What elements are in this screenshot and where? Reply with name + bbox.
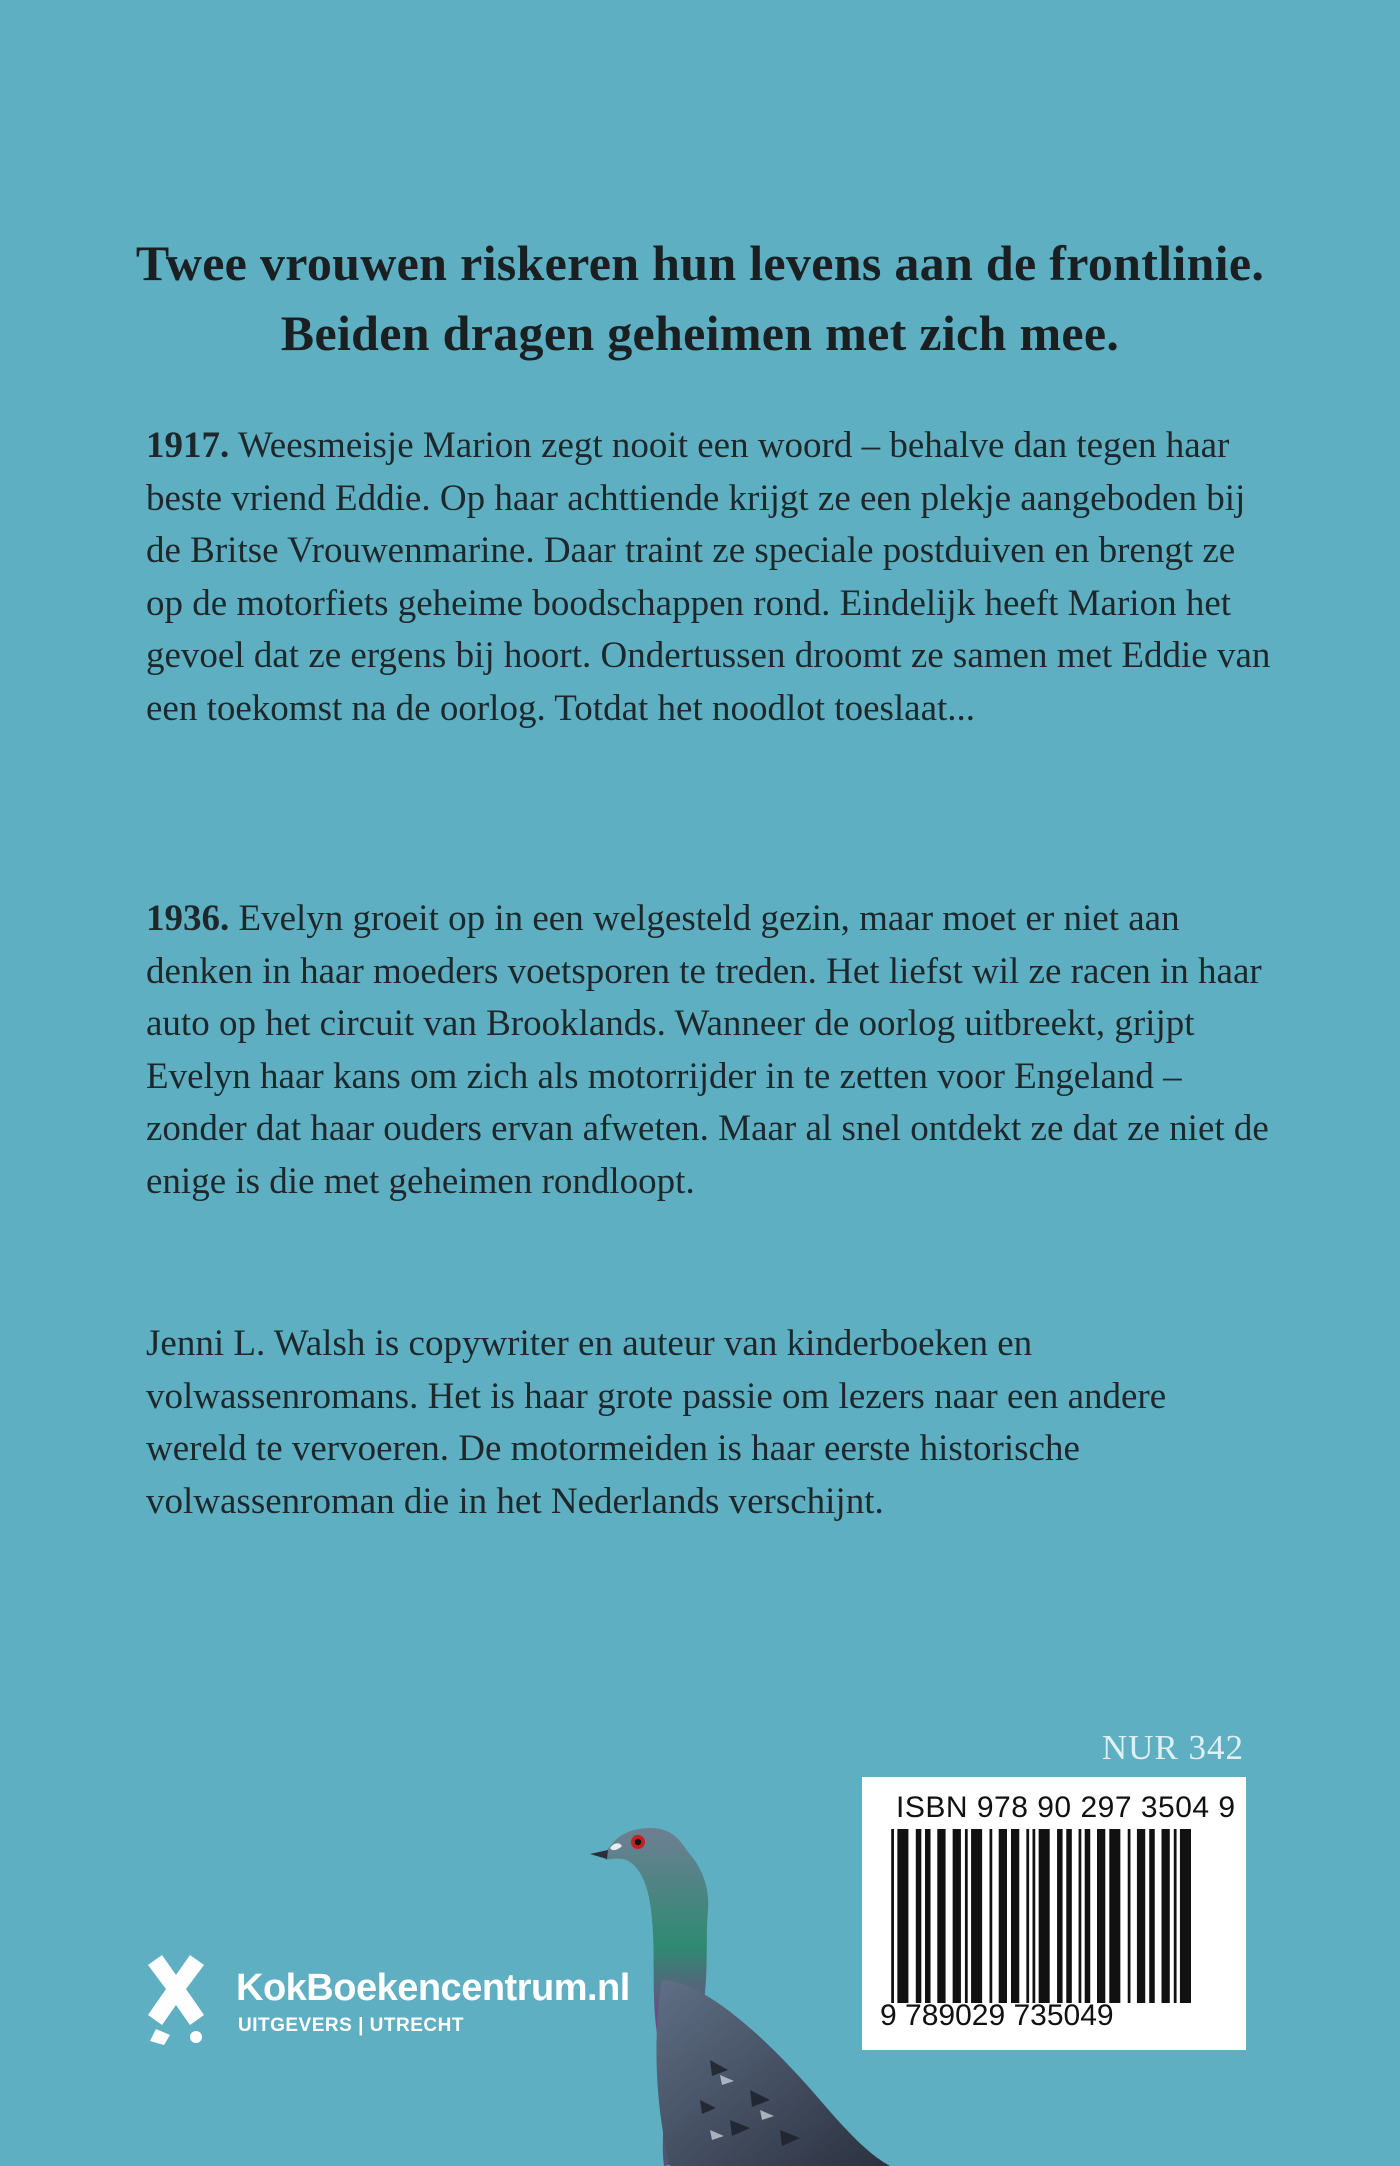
barcode xyxy=(862,1777,1246,2050)
barcode-bar xyxy=(916,1829,922,2003)
author-bio: Jenni L. Walsh is copywriter en auteur van kinderboeken en volwassenromans. Het is haar grote passie om lezers naar een andere wereld te vervoeren. De motormeiden is haar eerste historische volwassenroman die in het Nederlands verschijnt. xyxy=(146,1323,1167,1522)
barcode-bar xyxy=(1180,1829,1191,2003)
barcode-bar xyxy=(925,1829,931,2003)
kokboekencentrum-logo-icon xyxy=(142,1945,208,2045)
publisher-subtitle: UITGEVERS | UTRECHT xyxy=(238,2015,464,2036)
barcode-bar xyxy=(990,1829,993,2003)
blurb-marion xyxy=(146,420,1276,735)
isbn-label: ISBN 978 90 297 3504 9 xyxy=(896,1791,1236,1824)
barcode-bar xyxy=(1039,1829,1050,2003)
barcode-bar xyxy=(891,1829,894,2003)
barcode-bar xyxy=(1109,1829,1120,2003)
barcode-bar xyxy=(1057,1829,1063,2003)
publisher-name: KokBoekencentrum.nl xyxy=(236,1967,630,2009)
barcode-bar xyxy=(897,1829,908,2003)
barcode-bar xyxy=(953,1829,961,2003)
barcode-bar xyxy=(999,1829,1007,2003)
barcode-bar xyxy=(1162,1829,1170,2003)
barcode-bar xyxy=(1066,1829,1072,2003)
tagline-line-1: Twee vrouwen riskeren hun levens aan de frontlinie. xyxy=(135,235,1265,291)
blurb-evelyn xyxy=(146,893,1276,1208)
barcode-bar xyxy=(1033,1829,1036,2003)
barcode-bar xyxy=(1085,1829,1091,2003)
barcode-digits: 9 789029 735049 xyxy=(880,1999,1114,2032)
blurb-year: 1917. xyxy=(146,425,230,466)
barcode-bar xyxy=(1137,1829,1145,2003)
barcode-bar xyxy=(1097,1829,1105,2003)
barcode-bar xyxy=(1149,1829,1155,2003)
barcode-bar xyxy=(1026,1829,1029,2003)
barcode-bar xyxy=(971,1829,982,2003)
barcode-bar xyxy=(1128,1829,1131,2003)
barcode-bar xyxy=(1011,1829,1019,2003)
barcode-bar xyxy=(1174,1829,1177,2003)
tagline xyxy=(0,228,1400,368)
barcode-bar xyxy=(937,1829,945,2003)
barcode-bar xyxy=(965,1829,968,2003)
blurb-year: 1936. xyxy=(146,898,230,939)
barcode-bar xyxy=(1079,1829,1082,2003)
nur-code: NUR 342 xyxy=(1101,1728,1244,1767)
blurb-text: Evelyn groeit op in een welgesteld gezin, maar moet er niet aan denken in haar moeders voetsporen te treden. Het liefst wil ze racen in haar auto op het circuit van Brooklands. Wanneer de oorlog uitbreekt, grijpt Evelyn haar kans om zich als motorrijder in te zetten voor Engeland – zonder dat haar ouders ervan afweten. Maar al snel ontdekt ze dat ze niet de enige is die met geheimen rondloopt. xyxy=(146,898,1269,1202)
blurb-text: Weesmeisje Marion zegt nooit een woord – behalve dan tegen haar beste vriend Eddie. Op haar achttiende krijgt ze een plekje aangeboden bij de Britse Vrouwenmarine. Daar traint ze speciale postduiven en brengt ze op de motorfiets geheime boodschappen rond. Eindelijk heeft Marion het gevoel dat ze ergens bij hoort. Ondertussen droomt ze samen met Eddie van een toekomst na de oorlog. Totdat het noodlot toeslaat... xyxy=(146,425,1271,729)
tagline-line-2: Beiden dragen geheimen met zich mee. xyxy=(280,305,1120,361)
barcode-bars xyxy=(882,1829,1226,2003)
